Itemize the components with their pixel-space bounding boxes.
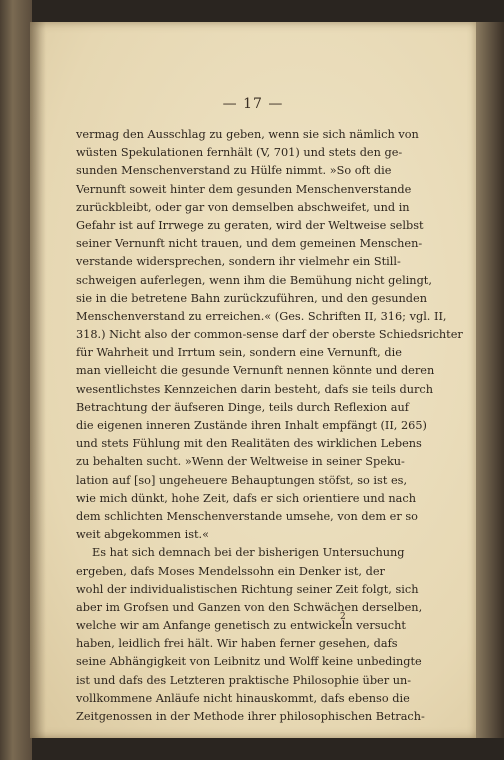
text-line: sunden Menschenverstand zu Hülfe nimmt. »So oft die (76, 164, 392, 178)
text-line: zu behalten sucht. »Wenn der Weltweise in seiner Speku- (76, 455, 405, 469)
text-line: wüsten Spekulationen fernhält (V, 701) und stets den ge- (76, 146, 403, 160)
text-line: sie in die betretene Bahn zurückzuführen, und den gesunden (76, 291, 427, 305)
text-line: Vernunft soweit hinter dem gesunden Menschenverstande (76, 182, 412, 196)
text-line: dem schlichten Menschenverstande umsehe, von dem er so (76, 509, 418, 523)
text-line: wie mich dünkt, hohe Zeit, dafs er sich orientiere und nach (76, 491, 417, 505)
gutter-shadow (30, 22, 46, 738)
text-line: wohl der individualistischen Richtung seiner Zeit folgt, sich (76, 582, 419, 596)
text-line: seiner Vernunft nicht trauen, und dem gemeinen Menschen- (76, 237, 423, 251)
text-line: vollkommene Anläufe nicht hinauskommt, dafs ebenso die (76, 691, 410, 705)
facing-page-edge (0, 0, 32, 760)
text-line: und stets Fühlung mit den Realitäten des wirklichen Lebens (76, 437, 422, 451)
text-line: schweigen auferlegen, wenn ihm die Bemühung nicht gelingt, (76, 273, 432, 287)
text-line: man vielleicht die gesunde Vernunft nennen könnte und deren (76, 364, 435, 378)
text-line: Menschenverstand zu erreichen.« (Ges. Schriften II, 316; vgl. II, (76, 309, 447, 323)
text-line: für Wahrheit und Irrtum sein, sondern eine Vernunft, die (76, 346, 402, 360)
text-line: 318.) Nicht also der common-sense darf der oberste Schiedsrichter (76, 328, 463, 342)
text-line: Gefahr ist auf Irrwege zu geraten, wird der Weltweise selbst (76, 218, 424, 232)
text-line: welche wir am Anfange genetisch zu entwickeln versucht (76, 619, 406, 633)
text-line: Betrachtung der äufseren Dinge, teils durch Reflexion auf (76, 400, 409, 414)
text-line: aber im Grofsen und Ganzen von den Schwächen derselben, (76, 600, 423, 614)
text-line: haben, leidlich frei hält. Wir haben ferner gesehen, dafs (76, 637, 398, 651)
text-line: verstande widersprechen, sondern ihr vielmehr ein Still- (76, 255, 401, 269)
text-line: seine Abhängigkeit von Leibnitz und Wolff keine unbedingte (76, 655, 422, 669)
text-line: Zeitgenossen in der Methode ihrer philosophischen Betrach- (76, 710, 425, 723)
text-line: vermag den Ausschlag zu geben, wenn sie sich nämlich von (76, 128, 419, 141)
text-line: die eigenen inneren Zustände ihren Inhalt empfängt (II, 265) (76, 419, 427, 432)
text-line: Es hat sich demnach bei der bisherigen Untersuchung (92, 546, 405, 560)
text-line: wesentlichstes Kennzeichen darin besteht, dafs sie teils durch (76, 382, 434, 396)
text-line: lation auf [so] ungeheuere Behauptungen stöfst, so ist es, (76, 473, 408, 487)
text-line: zurückbleibt, oder gar von demselben abschweifet, und in (76, 200, 410, 214)
text-line: weit abgekommen ist.« (76, 528, 210, 542)
page-edge-shadow (476, 22, 504, 738)
signature-mark: 2 (340, 612, 346, 622)
text-line: ist und dafs des Letzteren praktische Philosophie über un- (76, 673, 412, 687)
body-text (76, 126, 463, 726)
text-line: ergeben, dafs Moses Mendelssohn ein Denker ist, der (76, 564, 385, 578)
page-number: — 17 — (222, 96, 284, 112)
